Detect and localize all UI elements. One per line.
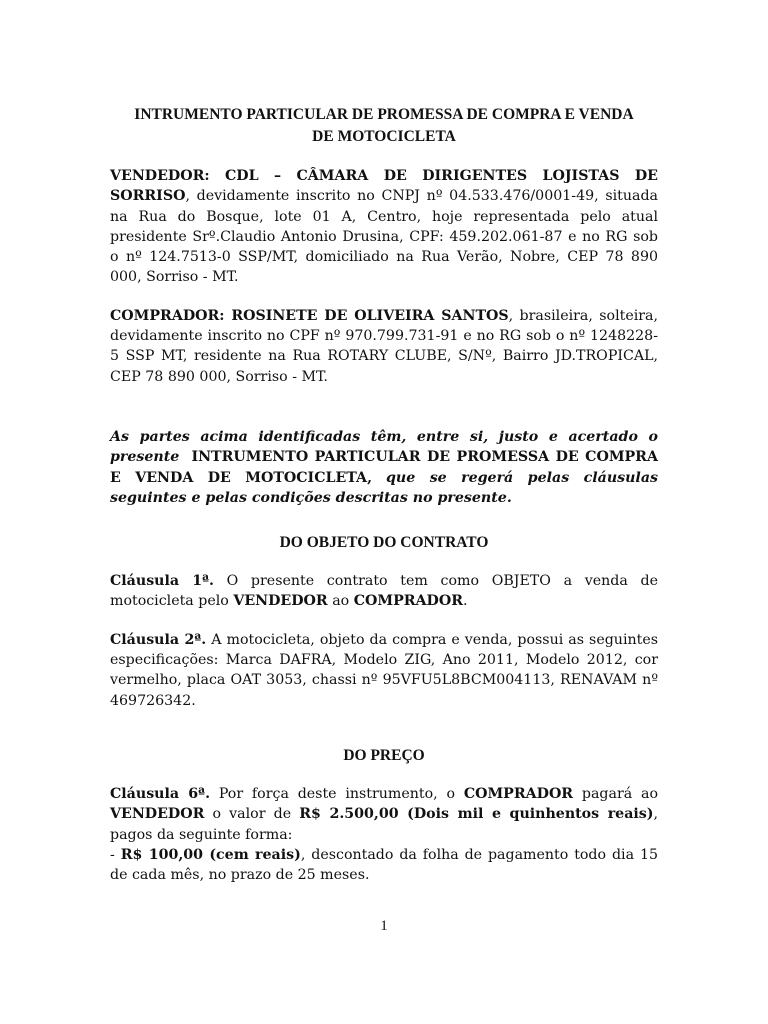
- clause-2-text: A motocicleta, objeto da compra e venda, possui as seguintes especificações: Marca DAFRA, Modelo ZIG, Ano 2011, Modelo 2012, cor vermelho, placa OAT 3053, chassi nº 95VFU5L8BCM004113, RENAVAM nº 469726342.: [110, 631, 659, 709]
- clause-1: [110, 571, 658, 612]
- clause-1-label: Cláusula 1ª.: [110, 573, 214, 590]
- clause-1-text-1: O presente contrato tem como OBJETO a venda de motocicleta pelo: [110, 573, 658, 610]
- section-heading-object: DO OBJETO DO CONTRATO: [279, 534, 489, 552]
- clause-1-text-2: ao: [327, 593, 354, 610]
- clause-6-text-1: Por força deste instrumento, o: [210, 785, 464, 802]
- clause-6-text-2: pagará ao: [573, 785, 659, 802]
- seller-label: VENDEDOR: CDL – CÂMARA DE DIRIGENTES LOJISTAS DE SORRISO: [110, 168, 658, 205]
- page-number: 1: [380, 918, 388, 934]
- clause-2: [110, 630, 658, 711]
- clause-6-seller: VENDEDOR: [110, 806, 205, 823]
- clause-1-seller: VENDEDOR: [233, 593, 328, 610]
- clause-6-text-4: , pagos da seguinte forma:: [110, 806, 658, 843]
- document-title: [110, 104, 658, 148]
- seller-text: , devidamente inscrito no CNPJ nº 04.533.476/0001-49, situada na Rua do Bosque, lote 01 A, Centro, hoje representada pelo atual presidente Srº.Claudio Antonio Drusina, CPF: 459.202.061-87 e no RG sob o nº 124.7513-0 SSP/MT, domiciliado na Rua Verão, Nobre, CEP 78 890 000, Sorriso - MT.: [110, 188, 658, 286]
- clause-6-buyer: COMPRADOR: [463, 785, 574, 802]
- section-heading-price: DO PREÇO: [343, 746, 425, 764]
- document-page: [110, 104, 658, 885]
- title-line-1: INTRUMENTO PARTICULAR DE PROMESSA DE COMPRA E VENDA: [134, 106, 634, 123]
- preamble-part-2: INTRUMENTO PARTICULAR DE PROMESSA DE COMPRA E VENDA DE MOTOCICLETA,: [110, 449, 658, 486]
- buyer-text: , brasileira, solteira, devidamente inscrito no CPF nº 970.799.731-91 e no RG sob o nº 1248228-5 SSP MT, residente na Rua ROTARY CLUBE, S/Nº, Bairro JD.TROPICAL, CEP 78 890 000, Sorriso - MT.: [110, 307, 659, 385]
- seller-paragraph: [110, 166, 658, 288]
- buyer-label: COMPRADOR: ROSINETE DE OLIVEIRA SANTOS: [110, 307, 509, 324]
- clause-1-buyer: COMPRADOR: [353, 593, 464, 610]
- preamble-paragraph: [110, 427, 658, 508]
- clause-6: [110, 784, 658, 885]
- clause-6-bullet: -: [110, 846, 121, 863]
- buyer-paragraph: [110, 306, 658, 387]
- clause-1-text-3: .: [463, 593, 468, 610]
- clause-2-label: Cláusula 2ª.: [110, 631, 207, 648]
- preamble-part-1: As partes acima identificadas têm, entre si, justo e acertado o presente: [110, 428, 658, 466]
- clause-6-text-3: o valor de: [204, 806, 300, 823]
- title-line-2: DE MOTOCICLETA: [312, 128, 456, 145]
- clause-6-amount: R$ 2.500,00 (Dois mil e quinhentos reais): [299, 806, 654, 823]
- clause-6-installment: R$ 100,00 (cem reais): [120, 846, 301, 863]
- clause-6-label: Cláusula 6ª.: [110, 785, 211, 802]
- preamble-part-3: que se regerá pelas cláusulas seguintes e pelas condições descritas no presente.: [110, 469, 659, 506]
- clause-6-text-5: , descontado da folha de pagamento todo dia 15 de cada mês, no prazo de 25 meses.: [110, 846, 658, 884]
